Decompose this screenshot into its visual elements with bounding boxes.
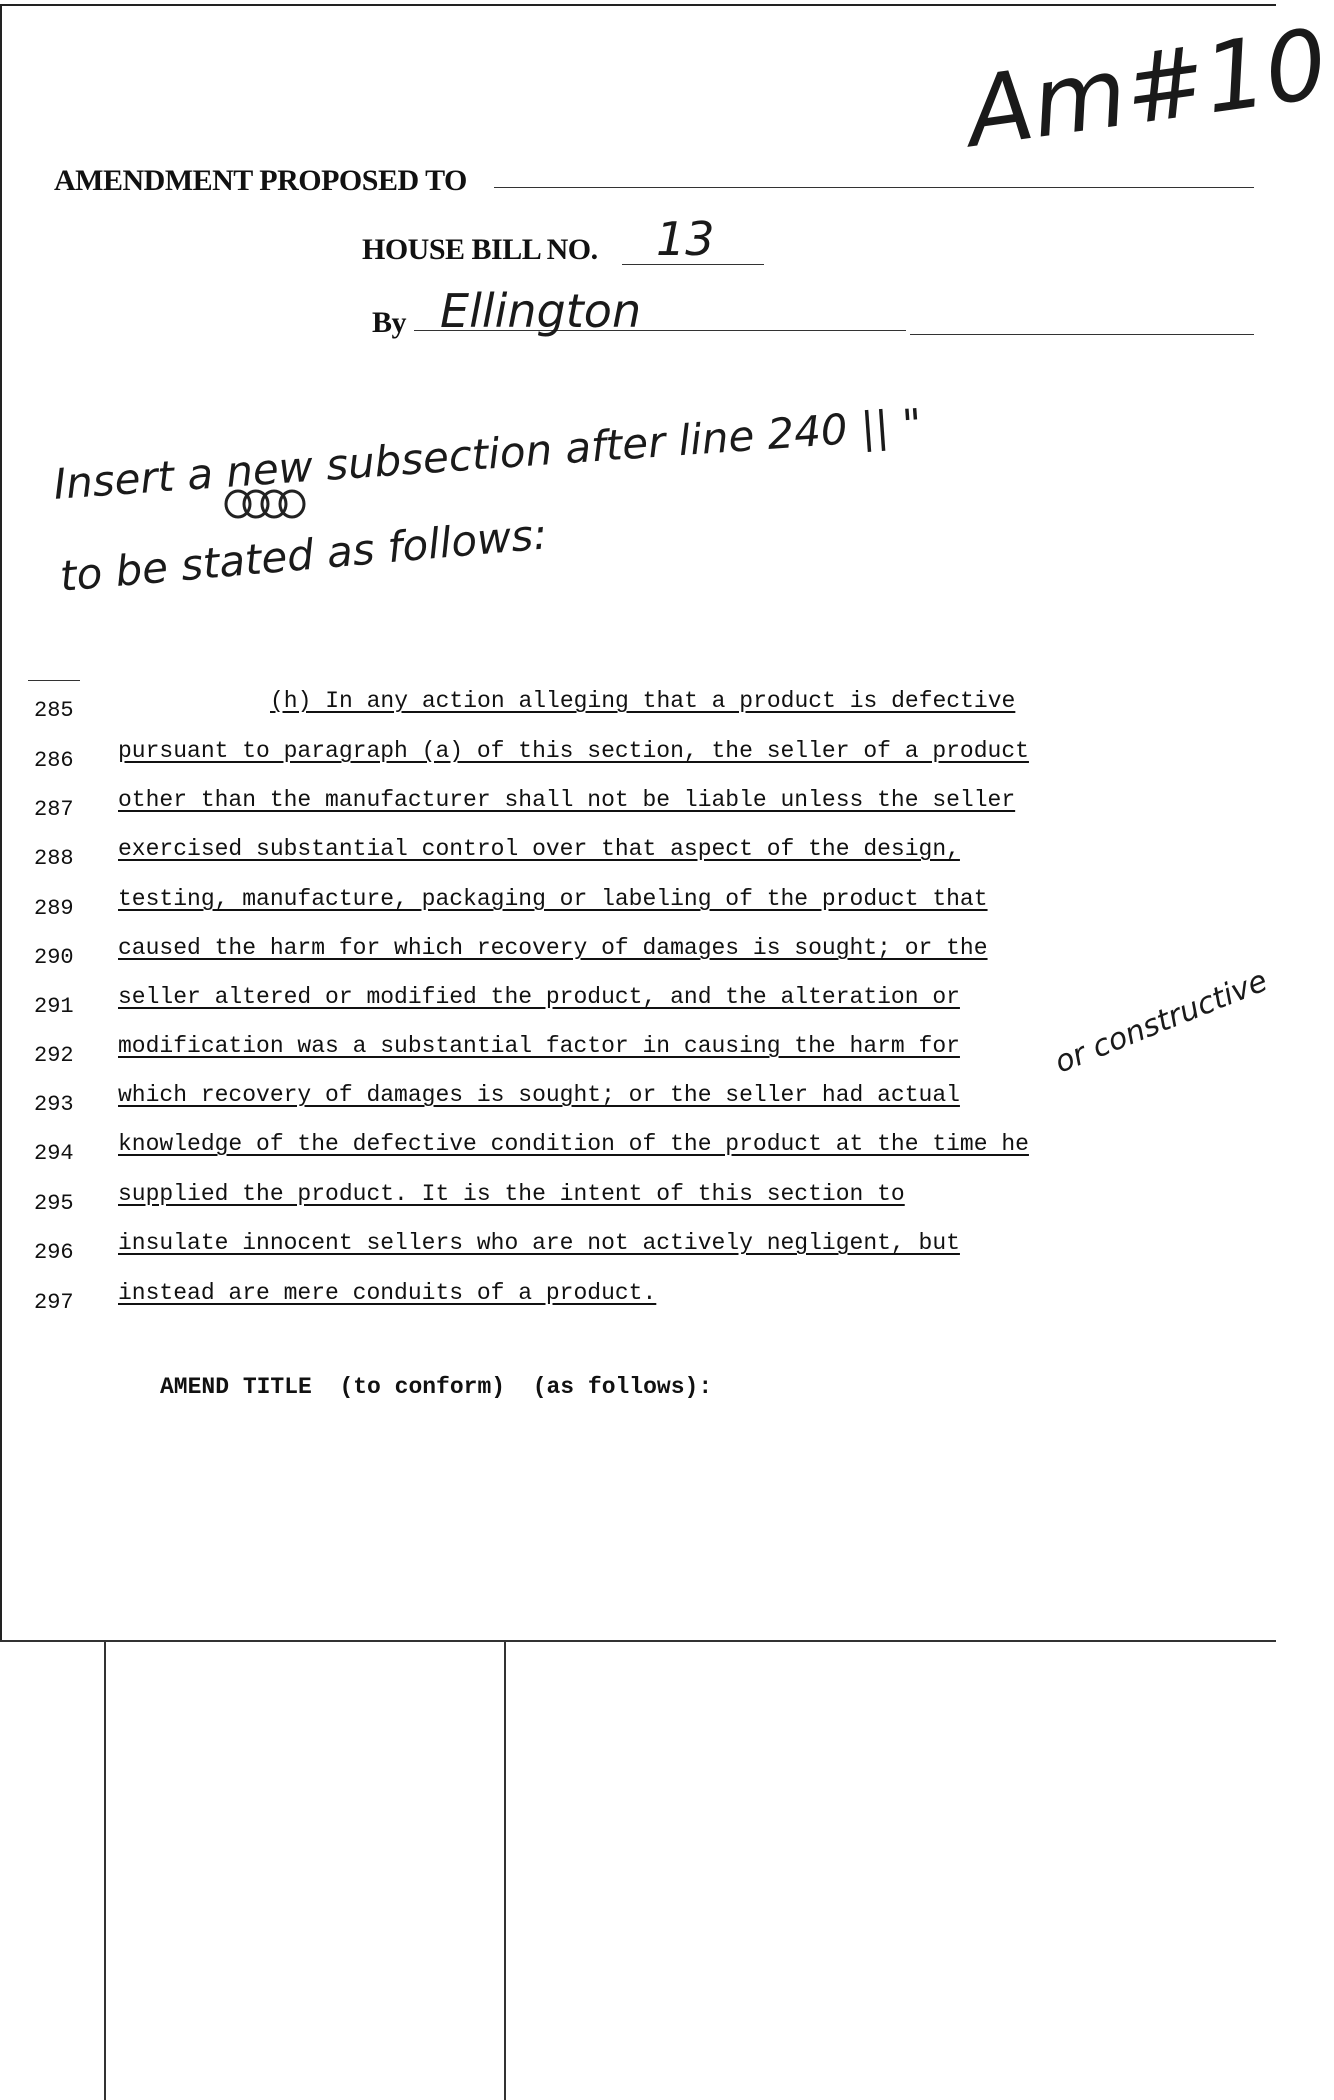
- signature-column-divider-2: [504, 1642, 506, 2100]
- line-number: 289: [34, 896, 74, 921]
- line-number: 288: [34, 846, 74, 871]
- house-bill-label: HOUSE BILL NO.: [362, 233, 598, 266]
- amend-title-line: [160, 1374, 712, 1400]
- statute-line: other than the manufacturer shall not be liable unless the seller: [118, 787, 1016, 813]
- line-number: 297: [34, 1290, 74, 1315]
- amendment-rule: [494, 187, 1254, 188]
- line-number: 292: [34, 1043, 74, 1068]
- statute-line: testing, manufacture, packaging or labeling of the product that: [118, 886, 988, 912]
- line-number: 296: [34, 1240, 74, 1265]
- as-follows-label: (as follows):: [532, 1374, 713, 1400]
- page-top-border: [0, 4, 1276, 6]
- statute-line: caused the harm for which recovery of damages is sought; or the: [118, 935, 988, 961]
- amendment-number-mark: Am#10: [960, 7, 1334, 169]
- line-number: 285: [34, 698, 74, 723]
- sponsor-handwritten: Ellington: [440, 284, 642, 338]
- form-bottom-border: [0, 1640, 1276, 1642]
- statute-line: modification was a substantial factor in causing the harm for: [118, 1033, 960, 1059]
- statute-line: which recovery of damages is sought; or the seller had actual: [118, 1082, 960, 1108]
- line-number: 291: [34, 994, 74, 1019]
- handwritten-margin-insert: or constructive: [1050, 963, 1273, 1081]
- margin-dash: [28, 680, 80, 681]
- line-number: 295: [34, 1191, 74, 1216]
- handwritten-instruction-line2: to be stated as follows:: [58, 509, 550, 601]
- bill-number-handwritten: 13: [656, 212, 715, 266]
- by-label: By: [372, 306, 407, 339]
- line-number: 286: [34, 748, 74, 773]
- statute-line: exercised substantial control over that aspect of the design,: [118, 836, 960, 862]
- statute-line: instead are mere conduits of a product.: [118, 1280, 657, 1306]
- line-number: 294: [34, 1141, 74, 1166]
- handwritten-instruction-line1: Insert a new subsection after line 240 || ": [52, 399, 924, 509]
- amend-title-label: AMEND TITLE: [160, 1374, 312, 1400]
- statute-line: seller altered or modified the product, and the alteration or: [118, 984, 960, 1010]
- sponsor-rule-extension: [910, 334, 1254, 335]
- statute-line: insulate innocent sellers who are not actively negligent, but: [118, 1230, 960, 1256]
- line-number: 290: [34, 945, 74, 970]
- scribbled-out-word: [222, 484, 314, 524]
- statute-line: pursuant to paragraph (a) of this section, the seller of a product: [118, 738, 1029, 764]
- page-left-border: [0, 4, 2, 1640]
- statute-line: supplied the product. It is the intent of this section to: [118, 1181, 905, 1207]
- signature-column-divider-1: [104, 1642, 106, 2100]
- statute-line: knowledge of the defective condition of the product at the time he: [118, 1131, 1029, 1157]
- to-conform-label: (to conform): [339, 1374, 506, 1400]
- line-number: 293: [34, 1092, 74, 1117]
- statute-line: (h) In any action alleging that a product is defective: [270, 688, 1016, 714]
- line-number: 287: [34, 797, 74, 822]
- amendment-proposed-label: AMENDMENT PROPOSED TO: [54, 164, 467, 197]
